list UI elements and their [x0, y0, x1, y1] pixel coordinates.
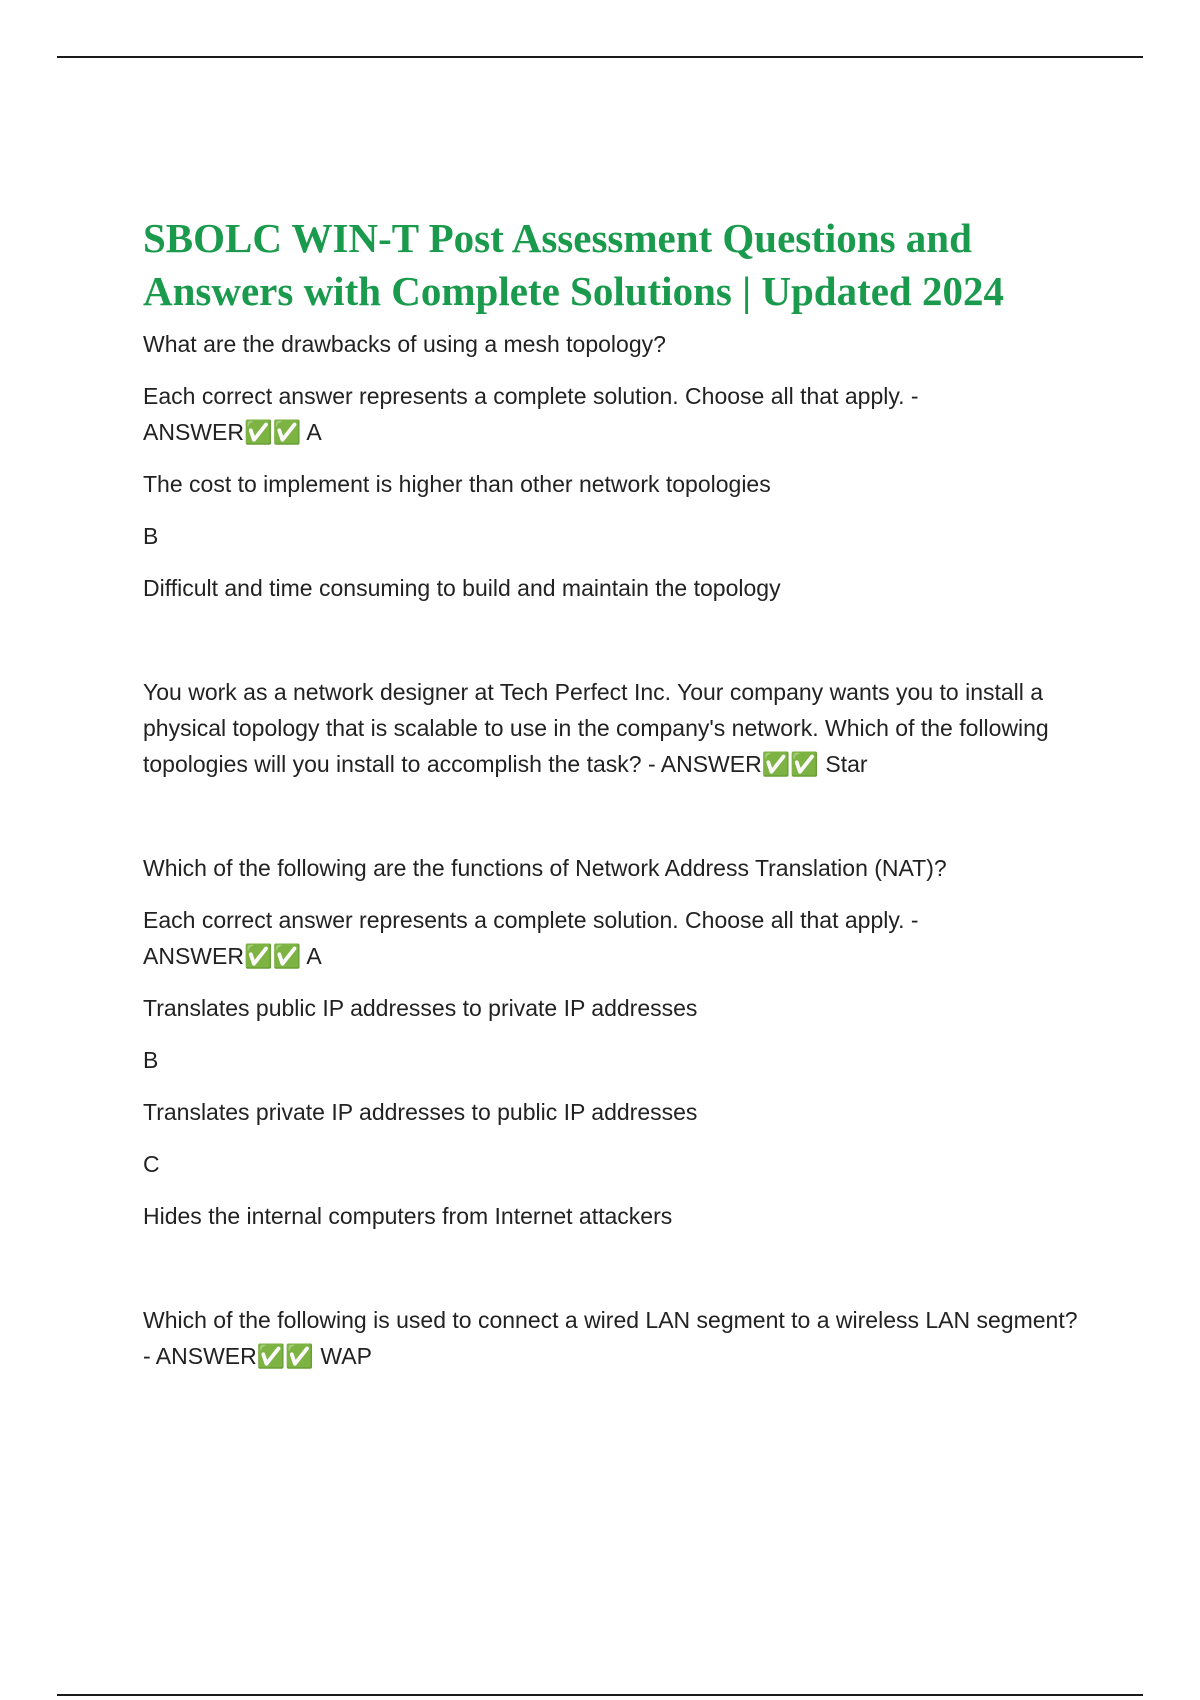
answer-option: The cost to implement is higher than other network topologies — [143, 471, 771, 497]
bottom-rule — [57, 1694, 1143, 1696]
question-text: What are the drawbacks of using a mesh topology? — [143, 331, 666, 357]
question-block-1 — [143, 326, 1078, 606]
question-text: You work as a network designer at Tech Perfect Inc. Your company wants you to install a physical topology that is scalable to use in the company's network. Which of the following topologies will you install to accomplish the task? - ANSWER✅✅ Star — [143, 679, 1049, 777]
answer-option: Translates private IP addresses to public IP addresses — [143, 1099, 698, 1125]
document-body — [143, 212, 1078, 1390]
question-text: Which of the following is used to connect a wired LAN segment to a wireless LAN segment? - ANSWER✅✅ WAP — [143, 1307, 1078, 1369]
question-block-4 — [143, 1302, 1078, 1374]
block-spacer — [143, 1250, 1078, 1302]
answer-option: Difficult and time consuming to build and maintain the topology — [143, 575, 781, 601]
top-rule — [57, 56, 1143, 58]
answer-instruction: Each correct answer represents a complete solution. Choose all that apply. - ANSWER✅✅ A — [143, 907, 919, 969]
question-block-2 — [143, 674, 1078, 782]
document-title: SBOLC WIN-T Post Assessment Questions and Answers with Complete Solutions | Updated 2024 — [143, 215, 1004, 314]
answer-letter: B — [143, 523, 159, 549]
block-spacer — [143, 798, 1078, 850]
answer-option: Translates public IP addresses to private IP addresses — [143, 995, 698, 1021]
answer-letter: B — [143, 1047, 159, 1073]
answer-option: Hides the internal computers from Internet attackers — [143, 1203, 673, 1229]
answer-letter: C — [143, 1151, 160, 1177]
question-text: Which of the following are the functions of Network Address Translation (NAT)? — [143, 855, 947, 881]
question-block-3 — [143, 850, 1078, 1234]
answer-instruction: Each correct answer represents a complete solution. Choose all that apply. - ANSWER✅✅ A — [143, 383, 919, 445]
block-spacer — [143, 622, 1078, 674]
